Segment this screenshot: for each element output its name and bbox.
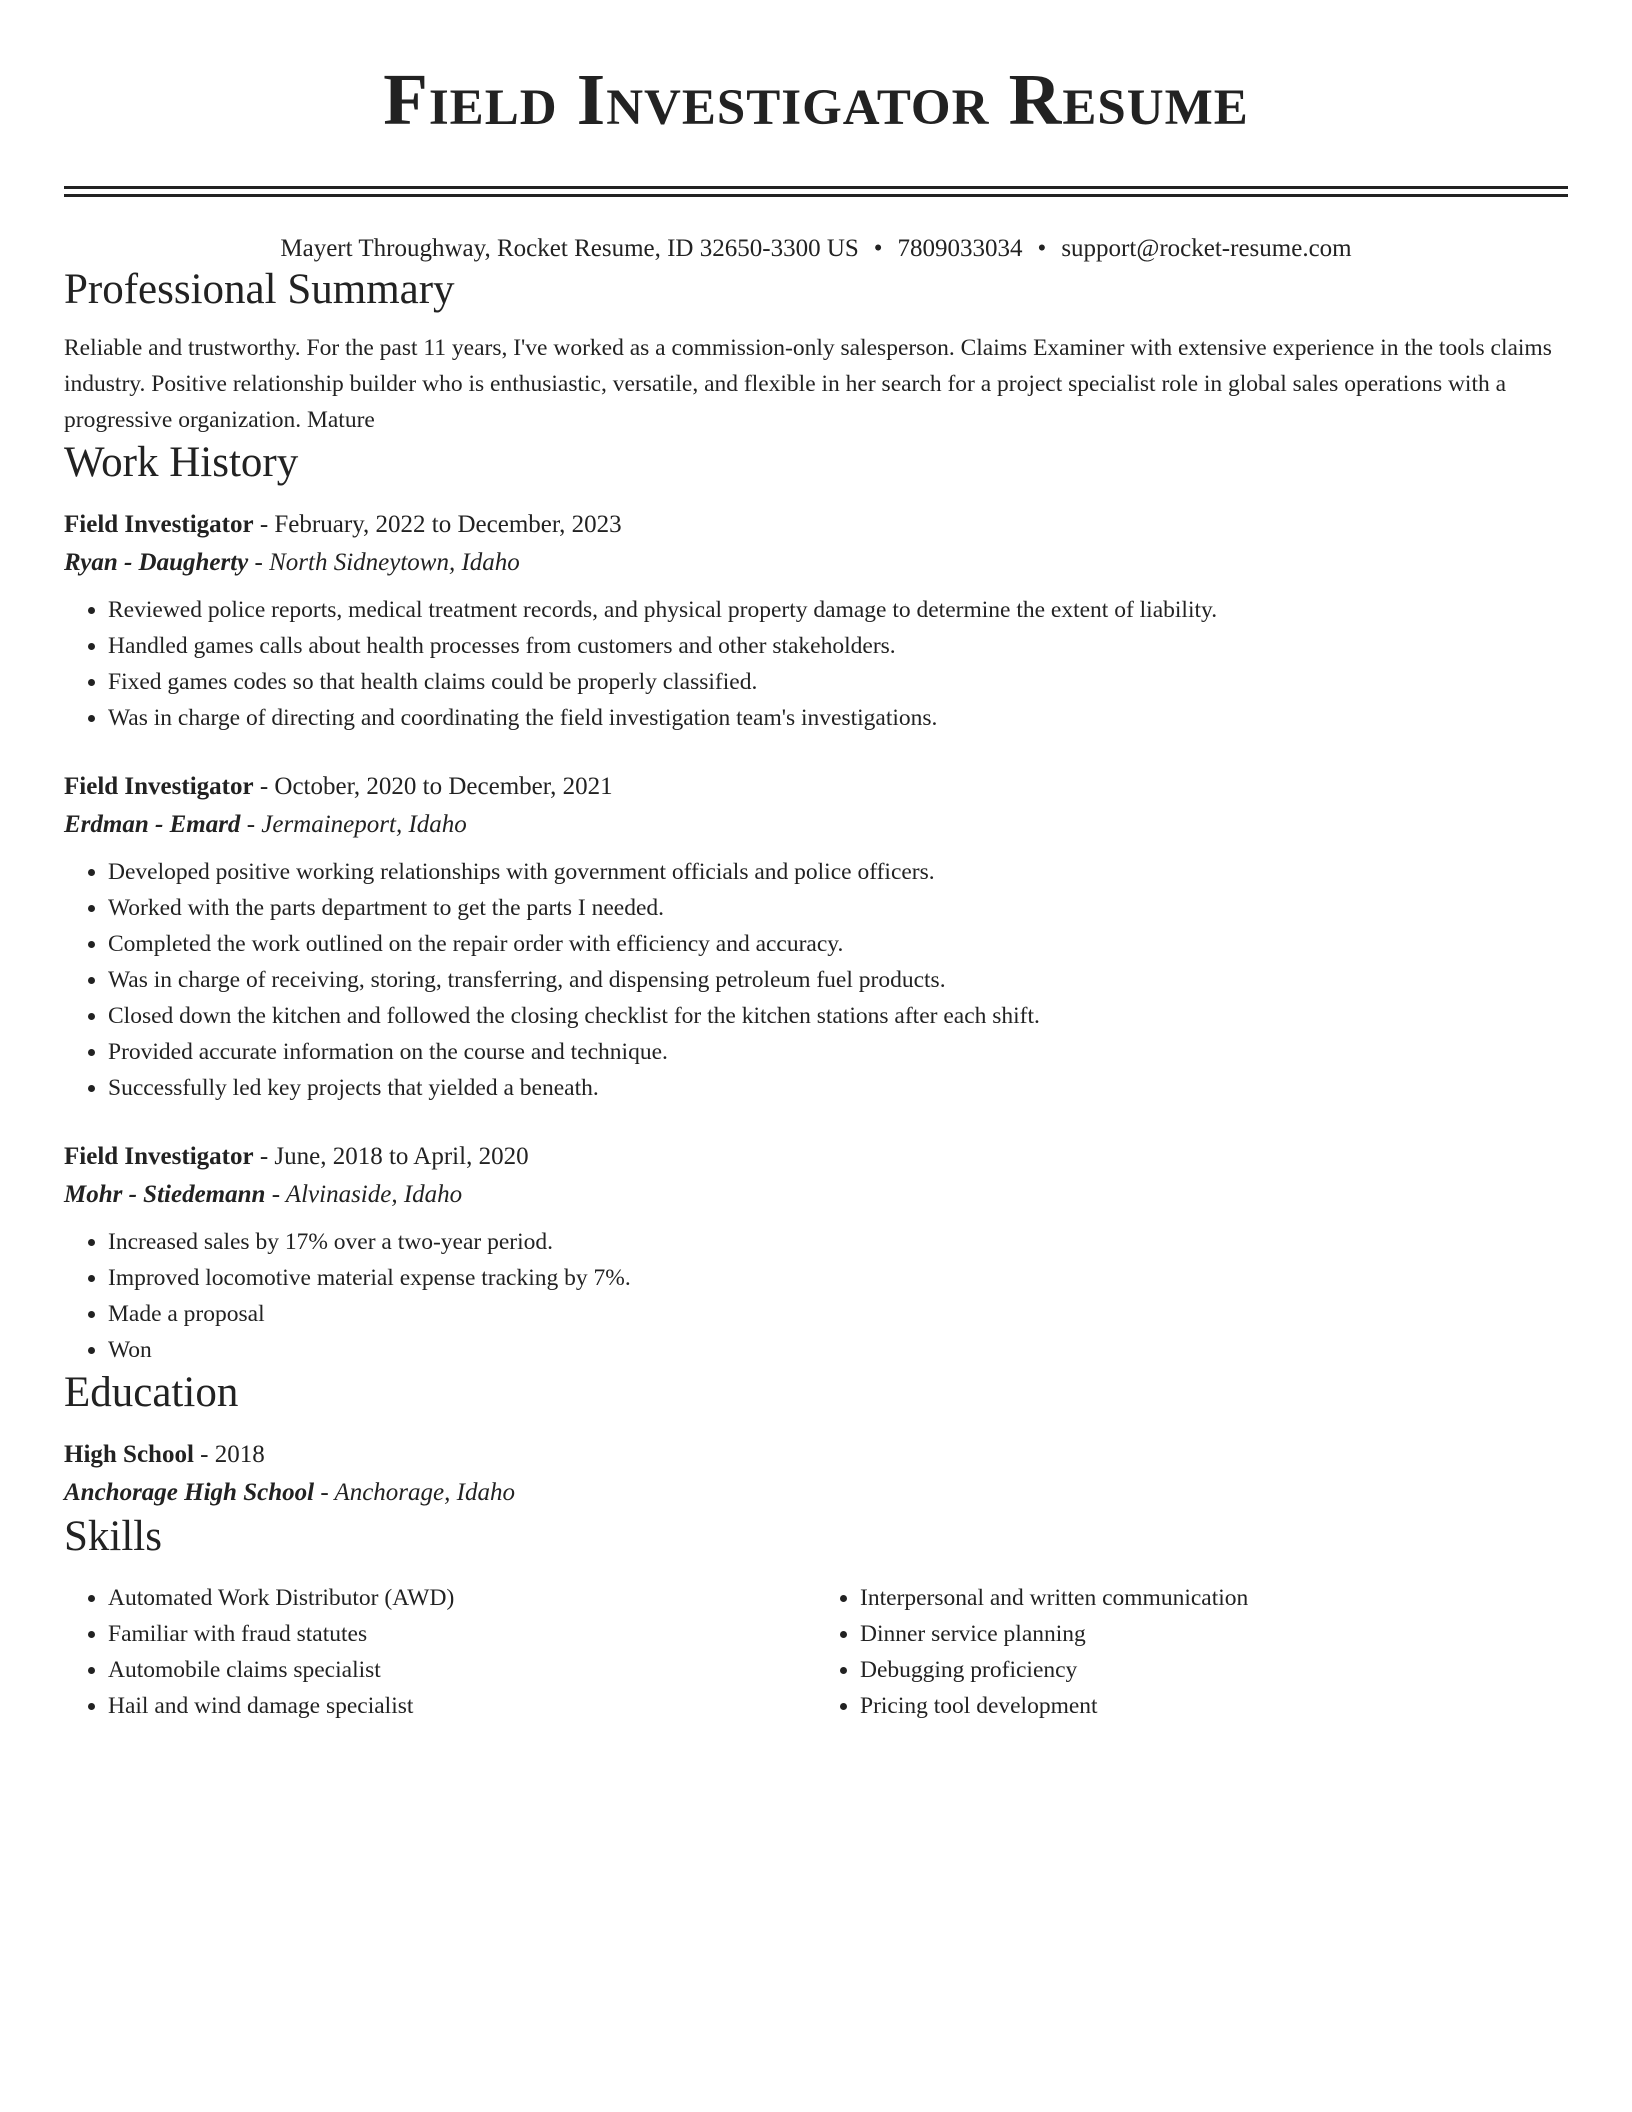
job-title: Field Investigator xyxy=(64,773,254,800)
education-school: Anchorage High School xyxy=(64,1479,315,1506)
job-title: Field Investigator xyxy=(64,511,254,538)
job-entry xyxy=(64,1138,1568,1368)
job-title-line xyxy=(64,506,1568,544)
job-location: - Alvinaside, Idaho xyxy=(265,1181,463,1208)
list-item: • Completed the work outlined on the repair order with efficiency and accuracy. xyxy=(108,926,1568,962)
contact-phone: 7809033034 xyxy=(897,235,1023,262)
summary-heading: Professional Summary xyxy=(64,266,455,313)
job-dates: - February, 2022 to December, 2023 xyxy=(253,511,622,538)
list-item: • Improved locomotive material expense tracking by 7%. xyxy=(108,1260,1568,1296)
job-company: Erdman - Emard xyxy=(64,811,241,838)
job-dates: - October, 2020 to December, 2021 xyxy=(253,773,613,800)
list-item: • Fixed games codes so that health claims could be properly classified. xyxy=(108,664,1568,700)
job-location: - North Sidneytown, Idaho xyxy=(248,549,520,576)
job-company-line xyxy=(64,544,1568,582)
skills-grid xyxy=(64,1580,1568,1724)
skill-item: • Pricing tool development xyxy=(860,1688,1568,1724)
contact-address: Mayert Throughway, Rocket Resume, ID 32650-3300 US xyxy=(280,235,859,262)
education-year: - 2018 xyxy=(193,1441,265,1468)
education-location: - Anchorage, Idaho xyxy=(314,1479,515,1506)
skill-item: • Dinner service planning xyxy=(860,1616,1568,1652)
job-company-line xyxy=(64,1176,1568,1214)
page-title: Field Investigator Resume xyxy=(383,59,1249,140)
skill-item: • Familiar with fraud statutes xyxy=(108,1616,816,1652)
skills-column-left xyxy=(64,1580,816,1724)
job-company: Ryan - Daugherty xyxy=(64,549,249,576)
job-entry xyxy=(64,506,1568,736)
list-item: • Developed positive working relationships with government officials and police officers. xyxy=(108,854,1568,890)
list-item: • Worked with the parts department to get the parts I needed. xyxy=(108,890,1568,926)
list-item: • Won xyxy=(108,1332,1568,1368)
education-degree-line xyxy=(64,1436,1568,1474)
job-bullets xyxy=(64,854,1568,1106)
skill-item: • Interpersonal and written communication xyxy=(860,1580,1568,1616)
job-dates: - June, 2018 to April, 2020 xyxy=(253,1143,529,1170)
education-heading: Education xyxy=(64,1369,239,1416)
list-item: • Provided accurate information on the course and technique. xyxy=(108,1034,1568,1070)
skills-heading: Skills xyxy=(64,1513,162,1560)
list-item: • Successfully led key projects that yielded a beneath. xyxy=(108,1070,1568,1106)
job-location: - Jermaineport, Idaho xyxy=(240,811,467,838)
summary-text: Reliable and trustworthy. For the past 11 years, I've worked as a commission-only salesperson. Claims Examiner with extensive experience in the tools claims industry. Positive relationship builder who is enthusiastic, versatile, and flexible in her search for a project specialist role in global sales operations with a progressive organization. Mature xyxy=(64,335,1552,433)
contact-separator: • xyxy=(873,235,883,262)
education-degree: High School xyxy=(64,1441,194,1468)
job-entry xyxy=(64,768,1568,1106)
skills-column-right xyxy=(816,1580,1568,1724)
work-history-heading: Work History xyxy=(64,439,299,486)
contact-separator: • xyxy=(1037,235,1047,262)
job-title-line xyxy=(64,768,1568,806)
job-bullets xyxy=(64,592,1568,736)
list-item: • Was in charge of directing and coordinating the field investigation team's investigations. xyxy=(108,700,1568,736)
skill-item: • Debugging proficiency xyxy=(860,1652,1568,1688)
list-item: • Reviewed police reports, medical treatment records, and physical property damage to determine the extent of liability. xyxy=(108,592,1568,628)
job-company: Mohr - Stiedemann xyxy=(64,1181,266,1208)
job-title-line xyxy=(64,1138,1568,1176)
education-entry xyxy=(64,1436,1568,1512)
list-item: • Handled games calls about health processes from customers and other stakeholders. xyxy=(108,628,1568,664)
skill-item: • Hail and wind damage specialist xyxy=(108,1688,816,1724)
job-bullets xyxy=(64,1224,1568,1368)
contact-email: support@rocket-resume.com xyxy=(1061,235,1352,262)
list-item: • Increased sales by 17% over a two-year period. xyxy=(108,1224,1568,1260)
skill-item: • Automobile claims specialist xyxy=(108,1652,816,1688)
list-item: • Was in charge of receiving, storing, transferring, and dispensing petroleum fuel products. xyxy=(108,962,1568,998)
job-title: Field Investigator xyxy=(64,1143,254,1170)
contact-line xyxy=(64,233,1568,265)
title-divider xyxy=(64,186,1568,197)
list-item: • Closed down the kitchen and followed the closing checklist for the kitchen stations after each shift. xyxy=(108,998,1568,1034)
list-item: • Made a proposal xyxy=(108,1296,1568,1332)
education-school-line xyxy=(64,1474,1568,1512)
skill-item: • Automated Work Distributor (AWD) xyxy=(108,1580,816,1616)
job-company-line xyxy=(64,806,1568,844)
